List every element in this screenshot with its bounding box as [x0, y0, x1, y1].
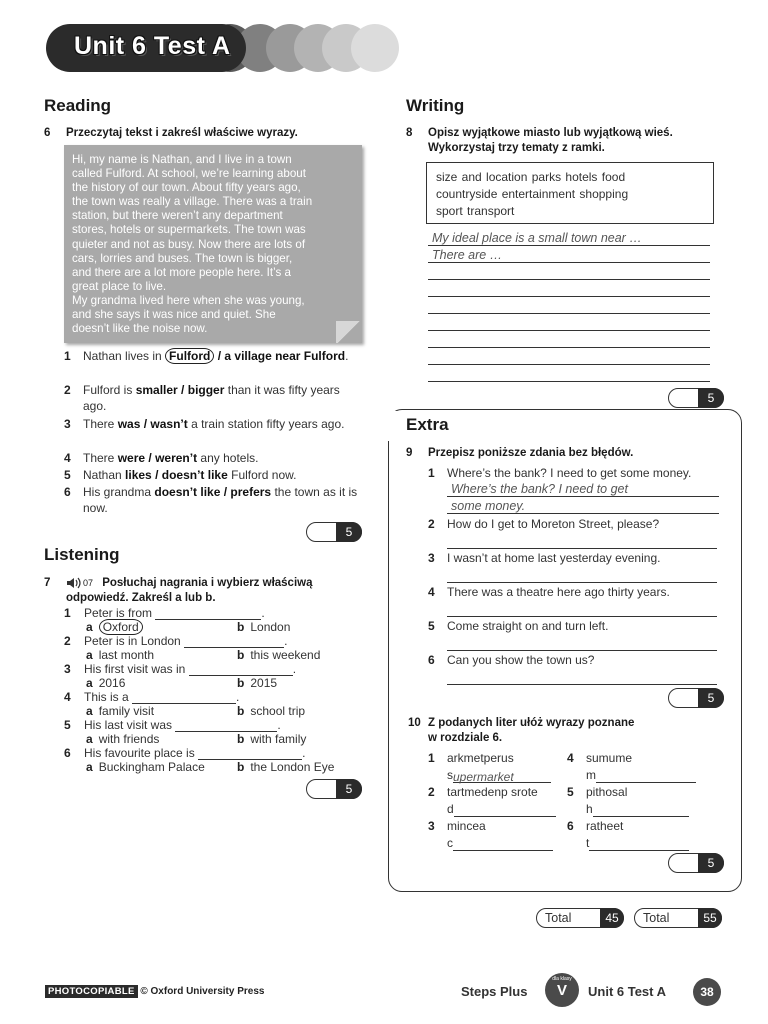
- example-answer: some money.: [451, 499, 526, 513]
- series-name: Steps Plus: [461, 984, 528, 999]
- question-text: His last visit was: [84, 718, 173, 732]
- item-text: There: [83, 417, 118, 431]
- question-text: His favourite place is: [84, 746, 195, 760]
- item-number: 6: [428, 653, 435, 667]
- answer-blank[interactable]: [184, 636, 284, 648]
- choice-option-2[interactable]: wasn’t: [150, 417, 188, 431]
- banner-dot: [351, 24, 399, 72]
- item-number: 2: [428, 785, 435, 799]
- extra-heading: Extra: [406, 415, 449, 434]
- option-b[interactable]: b this weekend: [237, 648, 321, 662]
- option-b[interactable]: b the London Eye: [237, 760, 335, 774]
- choice-separator: /: [145, 451, 156, 465]
- choice-option-2[interactable]: a village near Fulford: [224, 349, 346, 363]
- item-number: 6: [64, 746, 71, 760]
- scrambled-word: arkmetperus: [447, 751, 514, 765]
- question-text: Peter is in London: [84, 634, 181, 648]
- passage-line: and she says it was nice and quiet. She: [72, 308, 276, 322]
- incorrect-sentence: Come straight on and turn left.: [447, 619, 609, 633]
- item-text: a train station fifty years ago.: [187, 417, 345, 431]
- choice-separator: /: [214, 349, 225, 363]
- choice-option-2[interactable]: doesn’t like: [161, 468, 228, 482]
- passage-line: quieter and not as busy. Now there are lots of: [72, 237, 306, 251]
- incorrect-sentence: Where’s the bank? I need to get some money.: [447, 466, 692, 480]
- word-item: [428, 784, 563, 818]
- listening-item: 6 His favourite place is . a Buckingham Palace b the London Eye: [64, 746, 335, 774]
- listening-score-box: 5: [306, 779, 362, 799]
- listening-heading: Listening: [44, 545, 120, 564]
- word-item: [567, 750, 702, 784]
- q9-score-box: 5: [668, 688, 724, 708]
- passage-line: great place to live.: [72, 279, 167, 293]
- first-letter: s: [447, 768, 453, 782]
- first-letter: t: [586, 836, 590, 850]
- choice-separator: /: [151, 468, 162, 482]
- listening-item: 2 Peter is in London . a last month b this weekend: [64, 634, 321, 662]
- option-a[interactable]: a last month: [86, 648, 155, 662]
- item-number: 4: [64, 690, 71, 704]
- item-number: 5: [64, 468, 71, 482]
- passage-line: stores, hotels or supermarkets. The town was: [72, 223, 306, 237]
- option-b[interactable]: b school trip: [237, 704, 306, 718]
- writing-line[interactable]: [428, 298, 710, 314]
- writing-heading: Writing: [406, 96, 465, 115]
- word-answer-blank[interactable]: [454, 803, 556, 817]
- answer-line[interactable]: [447, 533, 717, 549]
- page-title: Unit 6 Test A: [74, 32, 231, 60]
- word-answer-blank[interactable]: [593, 803, 689, 817]
- item-number: 1: [64, 349, 71, 363]
- listening-item: 4 This is a . a family visit b school trip: [64, 690, 306, 718]
- scrambled-word: sumume: [586, 751, 633, 765]
- item-number: 5: [64, 718, 71, 732]
- reading-score-box: 5: [306, 522, 362, 542]
- writing-example-text: There are …: [432, 248, 503, 262]
- first-letter: m: [586, 768, 596, 782]
- photocopiable-label: PHOTOCOPIABLE: [45, 985, 138, 998]
- choice-separator: /: [140, 417, 151, 431]
- answer-blank[interactable]: [132, 692, 236, 704]
- item-number: 6: [567, 819, 574, 833]
- passage-line: doesn’t like the noise now.: [72, 322, 208, 336]
- passage-line: station, but there weren’t any department: [72, 209, 283, 223]
- scrambled-word: tartmedenp srote: [447, 785, 538, 799]
- word-item: [428, 818, 563, 852]
- writing-line[interactable]: [428, 366, 710, 382]
- passage-line: cars, lorries and buses. The town is bigger,: [72, 251, 293, 265]
- passage-line: the town was really a village. There was a train: [72, 195, 313, 209]
- answer-line[interactable]: [447, 498, 719, 514]
- answer-blank[interactable]: [198, 748, 302, 760]
- track-number: 07: [83, 578, 94, 588]
- passage-line: My grandma lived here when she was young,: [72, 293, 305, 307]
- topics-box: [426, 162, 714, 224]
- answer-blank[interactable]: [189, 664, 293, 676]
- item-text: Nathan: [83, 468, 126, 482]
- writing-line[interactable]: [428, 315, 710, 331]
- choice-separator: /: [220, 485, 231, 499]
- choice-option-1[interactable]: likes: [125, 468, 152, 482]
- audio-speaker-icon: [66, 577, 81, 589]
- item-number: 4: [64, 451, 71, 465]
- choice-separator: /: [177, 383, 188, 397]
- item-text: any hotels.: [197, 451, 259, 465]
- page-number: 38: [693, 978, 721, 1006]
- scrambled-word: mincea: [447, 819, 486, 833]
- reading-heading: Reading: [44, 96, 112, 115]
- word-answer-blank[interactable]: [596, 769, 696, 783]
- example-answer: Where’s the bank? I need to get: [451, 482, 628, 496]
- answer-blank[interactable]: [155, 608, 261, 620]
- total-box-score: Total 45: [536, 908, 624, 928]
- word-answer-blank[interactable]: upermarket: [453, 769, 551, 783]
- question-text: His first visit was in: [84, 662, 186, 676]
- writing-line[interactable]: [428, 332, 710, 348]
- answer-line[interactable]: [447, 669, 717, 685]
- passage-line: Hi, my name is Nathan, and I live in a town: [72, 153, 292, 166]
- series-logo: dla klasy V: [545, 973, 579, 1007]
- item-text: His grandma: [83, 485, 155, 499]
- topics-line: sport transport: [436, 204, 515, 218]
- item-text: Nathan lives in: [83, 349, 166, 363]
- item-number: 3: [428, 819, 435, 833]
- option-a[interactable]: a Oxford: [86, 620, 143, 634]
- topics-line: countryside entertainment shopping: [436, 187, 629, 201]
- choice-option-1[interactable]: Fulford: [165, 348, 214, 364]
- choice-option-1[interactable]: were: [117, 451, 146, 465]
- listening-item: 5 His last visit was . a with friends b with family: [64, 718, 307, 746]
- word-item: [428, 750, 563, 784]
- item-number: 3: [428, 551, 435, 565]
- footer-copyright: [45, 986, 264, 997]
- incorrect-sentence: There was a theatre here ago thirty years.: [447, 585, 670, 599]
- choice-option-1[interactable]: smaller: [135, 383, 178, 397]
- option-a[interactable]: a family visit: [86, 704, 155, 718]
- item-number: 2: [64, 634, 71, 648]
- publisher: © Oxford University Press: [140, 986, 265, 997]
- item-number: 4: [567, 751, 574, 765]
- writing-score-box: 5: [668, 388, 724, 408]
- question-text: This is a: [84, 690, 129, 704]
- item-number: 1: [64, 606, 71, 620]
- footer-unit-label: Unit 6 Test A: [588, 984, 667, 999]
- choice-option-1[interactable]: was: [117, 417, 141, 431]
- choice-option-2[interactable]: prefers: [230, 485, 272, 499]
- page-curl: [336, 321, 362, 343]
- item-text: There: [83, 451, 118, 465]
- passage-text: [72, 153, 356, 336]
- option-b[interactable]: b with family: [237, 732, 307, 746]
- option-a[interactable]: a 2016: [86, 676, 126, 690]
- scrambled-word: pithosal: [586, 785, 628, 799]
- q10-score-box: 5: [668, 853, 724, 873]
- passage-line: the history of our town. About fifty years ago,: [72, 181, 301, 195]
- item-number: 4: [428, 585, 435, 599]
- incorrect-sentence: How do I get to Moreton Street, please?: [447, 517, 660, 531]
- option-a[interactable]: a Buckingham Palace: [86, 760, 205, 774]
- answer-line[interactable]: [447, 567, 717, 583]
- option-b[interactable]: b London: [237, 620, 291, 634]
- answer-blank[interactable]: [175, 720, 277, 732]
- listening-item: 3 His first visit was in . a 2016 b 2015: [64, 662, 297, 690]
- choice-option-2[interactable]: bigger: [187, 383, 225, 397]
- item-number: 3: [64, 417, 71, 431]
- item-number: 5: [567, 785, 574, 799]
- writing-line[interactable]: [428, 247, 710, 263]
- incorrect-sentence: I wasn’t at home last yesterday evening.: [447, 551, 661, 565]
- scrambled-word: ratheet: [586, 819, 624, 833]
- option-a[interactable]: a with friends: [86, 732, 160, 746]
- word-item: [567, 784, 702, 818]
- item-number: 6: [64, 485, 71, 499]
- listening-item: 1 Peter is from . a Oxford b London: [64, 606, 291, 634]
- writing-line[interactable]: [428, 281, 710, 297]
- writing-line[interactable]: [428, 264, 710, 280]
- item-number: 1: [428, 751, 435, 765]
- item-number: 5: [428, 619, 435, 633]
- item-number: 2: [64, 383, 71, 397]
- choice-option-1[interactable]: doesn’t like: [154, 485, 221, 499]
- item-text: Fulford now.: [227, 468, 297, 482]
- answer-line[interactable]: [447, 481, 719, 497]
- word-answer-blank[interactable]: [589, 837, 689, 851]
- passage-line: called Fulford. At school, we’re learning about: [72, 167, 306, 181]
- first-letter: c: [447, 836, 453, 850]
- choice-option-2[interactable]: weren’t: [155, 451, 198, 465]
- word-answer-blank[interactable]: [453, 837, 553, 851]
- item-number: 1: [428, 466, 435, 480]
- item-text: .: [345, 349, 349, 363]
- option-b[interactable]: b 2015: [237, 676, 278, 690]
- answer-line[interactable]: [447, 601, 717, 617]
- topics-line: size and location parks hotels food: [436, 170, 626, 184]
- item-text: than it was fifty years ago.: [83, 383, 340, 413]
- passage-line: and there are a lot more people here. It’s a: [72, 265, 291, 279]
- word-item: [567, 818, 702, 852]
- first-letter: h: [586, 802, 593, 816]
- reading-passage: [64, 145, 362, 343]
- unit-title-banner: [46, 24, 358, 72]
- item-number: 3: [64, 662, 71, 676]
- item-text: the town as it is now.: [83, 485, 358, 515]
- incorrect-sentence: Can you show the town us?: [447, 653, 595, 667]
- writing-line[interactable]: [428, 230, 710, 246]
- item-number: 2: [428, 517, 435, 531]
- writing-example-text: My ideal place is a small town near …: [432, 231, 642, 245]
- writing-line[interactable]: [428, 349, 710, 365]
- item-text: Fulford is: [83, 383, 136, 397]
- question-text: Peter is from: [84, 606, 153, 620]
- answer-line[interactable]: [447, 635, 717, 651]
- total-box-max: Total 55: [634, 908, 722, 928]
- first-letter: d: [447, 802, 454, 816]
